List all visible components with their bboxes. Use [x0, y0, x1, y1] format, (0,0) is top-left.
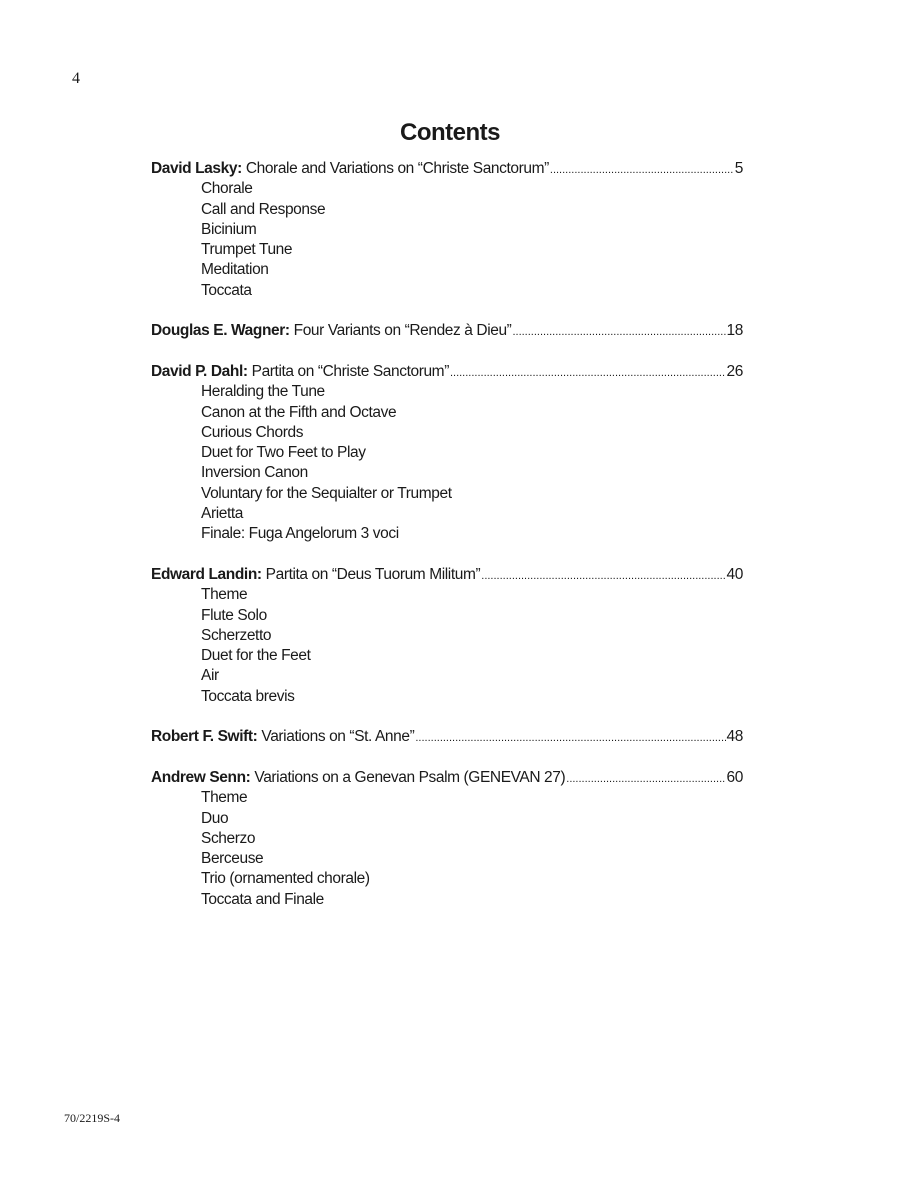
movement-item: Duo [201, 809, 229, 827]
movement-item: Call and Response [201, 200, 326, 218]
movement-item: Finale: Fuga Angelorum 3 voci [201, 525, 399, 543]
composer-name: David P. Dahl: [151, 362, 248, 380]
dot-leader [512, 321, 725, 342]
page-reference: 60 [726, 768, 743, 786]
toc-entry-line [151, 159, 743, 179]
toc-entry [151, 321, 743, 341]
movement-list [151, 382, 743, 544]
page-reference: 5 [734, 160, 743, 177]
toc-entry-line [151, 768, 743, 788]
composer-name: Douglas E. Wagner: [151, 322, 290, 340]
toc-entry-line [151, 321, 743, 341]
work-title: Partita on “Deus Tuorum Militum” [265, 565, 481, 583]
composer-name: Robert F. Swift: [151, 728, 258, 746]
page-reference: 18 [726, 322, 743, 340]
movement-item: Voluntary for the Sequialter or Trumpet [201, 484, 452, 502]
movement-item: Scherzetto [201, 626, 272, 644]
page-reference: 40 [726, 565, 743, 583]
movement-item: Duet for Two Feet to Play [201, 444, 366, 462]
movement-list [151, 585, 743, 707]
dot-leader [481, 565, 725, 586]
movement-item: Air [201, 667, 219, 685]
movement-item: Trumpet Tune [201, 241, 293, 259]
page-reference: 26 [726, 362, 743, 380]
toc-entry [151, 727, 743, 747]
movement-item: Arietta [201, 505, 243, 523]
composer-name: David Lasky: [151, 160, 242, 177]
movement-list [151, 179, 743, 301]
toc-entry-line [151, 727, 743, 747]
dot-leader [450, 362, 726, 383]
composer-name: Edward Landin: [151, 565, 262, 583]
movement-item: Duet for the Feet [201, 647, 311, 665]
work-title: Variations on a Genevan Psalm (GENEVAN 27) [254, 768, 566, 786]
table-of-contents [151, 159, 743, 930]
movement-item: Inversion Canon [201, 464, 308, 482]
movement-item: Bicinium [201, 220, 257, 238]
movement-item: Theme [201, 586, 248, 604]
movement-item: Heralding the Tune [201, 383, 325, 401]
dot-leader [415, 727, 725, 748]
movement-item: Meditation [201, 261, 269, 279]
toc-entry [151, 159, 743, 301]
movement-item: Theme [201, 789, 248, 807]
work-title: Four Variants on “Rendez à Dieu” [293, 322, 512, 340]
movement-item: Chorale [201, 180, 253, 198]
toc-entry [151, 768, 743, 910]
movement-item: Scherzo [201, 829, 256, 847]
page-number: 4 [72, 70, 80, 87]
dot-leader [566, 768, 725, 789]
work-title: Partita on “Christe Sanctorum” [251, 362, 449, 380]
catalog-number: 70/2219S-4 [64, 1111, 121, 1125]
toc-entry-line [151, 362, 743, 382]
page-title: Contents [400, 119, 500, 146]
movement-item: Trio (ornamented chorale) [201, 870, 370, 888]
movement-list [151, 788, 743, 910]
page-reference: 48 [726, 728, 743, 746]
movement-item: Canon at the Fifth and Octave [201, 403, 397, 421]
movement-item: Berceuse [201, 850, 264, 868]
movement-item: Toccata and Finale [201, 890, 324, 908]
dot-leader [550, 159, 734, 180]
work-title: Chorale and Variations on “Christe Sanctorum” [245, 160, 549, 177]
toc-entry [151, 362, 743, 545]
work-title: Variations on “St. Anne” [261, 728, 415, 746]
composer-name: Andrew Senn: [151, 768, 251, 786]
movement-item: Curious Chords [201, 423, 304, 441]
movement-item: Toccata brevis [201, 687, 295, 705]
toc-entry [151, 565, 743, 707]
movement-item: Flute Solo [201, 606, 267, 624]
toc-entry-line [151, 565, 743, 585]
movement-item: Toccata [201, 281, 252, 299]
